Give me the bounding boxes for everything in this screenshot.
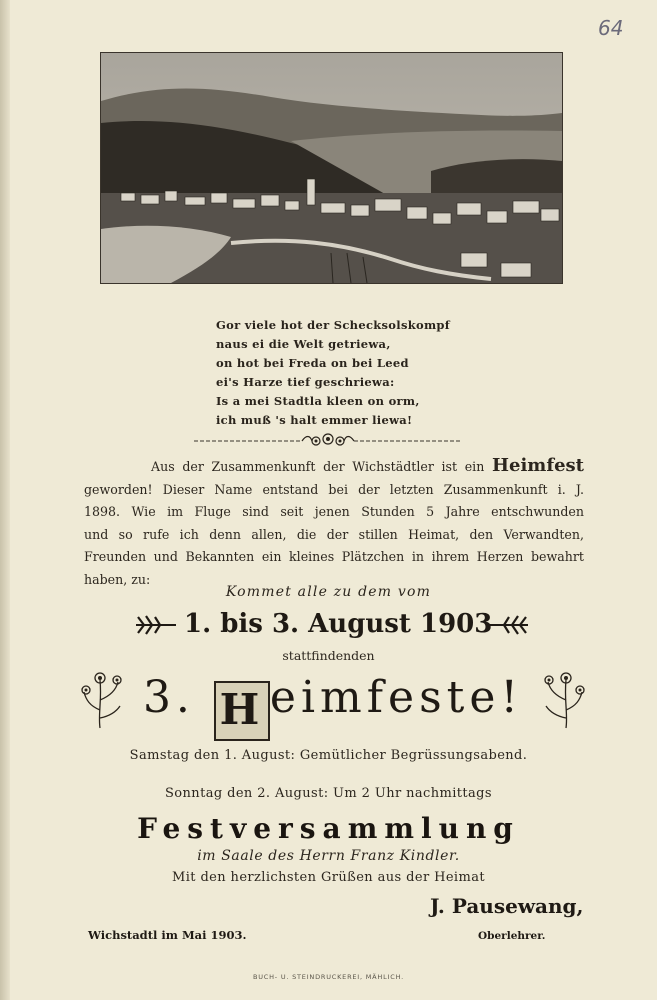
intro-line: geworden! Dieser Name entstand bei der letzten Zusammenkunft i. J. xyxy=(84,481,584,497)
intro-text: Aus der Zusammenkunft der Wichstädtler ist ein xyxy=(151,459,485,474)
floral-divider-icon xyxy=(192,432,464,450)
poem-line: Gor viele hot der Schecksolskompf xyxy=(216,318,451,332)
poem-line: on hot bei Freda on bei Leed xyxy=(216,356,409,370)
place-and-date: Wichstadtl im Mai 1903. xyxy=(88,928,247,942)
poem-line: Is a mei Stadtla kleen on orm, xyxy=(216,394,420,408)
venue-line: im Saale des Herrn Franz Kindler. xyxy=(197,848,460,864)
festversammlung-heading: Festversammlung xyxy=(137,812,520,845)
leaf-sprig-icon xyxy=(486,614,530,636)
sunday-program: Sonntag den 2. August: Um 2 Uhr nachmittags xyxy=(165,786,492,801)
poem-line: ei's Harze tief geschriewa: xyxy=(216,375,395,389)
flower-ornament-icon xyxy=(80,670,122,730)
poem-line: ich muß 's halt emmer liewa! xyxy=(216,413,413,427)
heimfest-heading xyxy=(80,666,586,732)
intro-line-1 xyxy=(84,455,584,479)
dialect-poem xyxy=(216,316,476,430)
author-role: Oberlehrer. xyxy=(478,930,546,942)
leaf-sprig-icon xyxy=(134,614,178,636)
greetings-line: Mit den herzlichsten Grüßen aus der Heimat xyxy=(172,870,485,885)
printer-imprint: BUCH- U. STEINDRUCKEREI, MÄHLICH. xyxy=(252,973,405,981)
intro-paragraph xyxy=(84,455,584,592)
festival-dates: 1. bis 3. August 1903 xyxy=(184,609,493,639)
page-number: 64 xyxy=(598,16,624,40)
flower-ornament-icon xyxy=(544,670,586,730)
heimfeste-rest: eimfeste! xyxy=(269,672,524,723)
intro-line: 1898. Wie im Fluge sind seit jenen Stunden 5 Jahre entschwunden xyxy=(84,504,584,520)
intro-line: haben, zu: xyxy=(84,571,151,587)
invitation-line: Kommet alle zu dem vom xyxy=(225,584,432,600)
saturday-program: Samstag den 1. August: Gemütlicher Begrüssungsabend. xyxy=(129,748,528,763)
festival-number: 3. xyxy=(142,672,195,723)
heimfeste-title xyxy=(140,668,526,741)
stattfindenden-word: stattfindenden xyxy=(282,648,375,663)
landscape-photo xyxy=(100,52,563,284)
heimfest-word: Heimfest xyxy=(492,455,584,476)
signature: J. Pausewang, xyxy=(430,894,584,918)
poem-line: naus ei die Welt getriewa, xyxy=(216,337,391,351)
date-banner xyxy=(134,604,530,644)
decorated-initial: H xyxy=(214,681,270,741)
landscape-photo-icon xyxy=(101,53,562,283)
intro-line: und so rufe ich denn allen, die der stillen Heimat, den Verwandten, xyxy=(84,526,584,542)
intro-line: Freunden und Bekannten ein kleines Plätzchen in ihrem Herzen bewahrt xyxy=(84,549,584,565)
